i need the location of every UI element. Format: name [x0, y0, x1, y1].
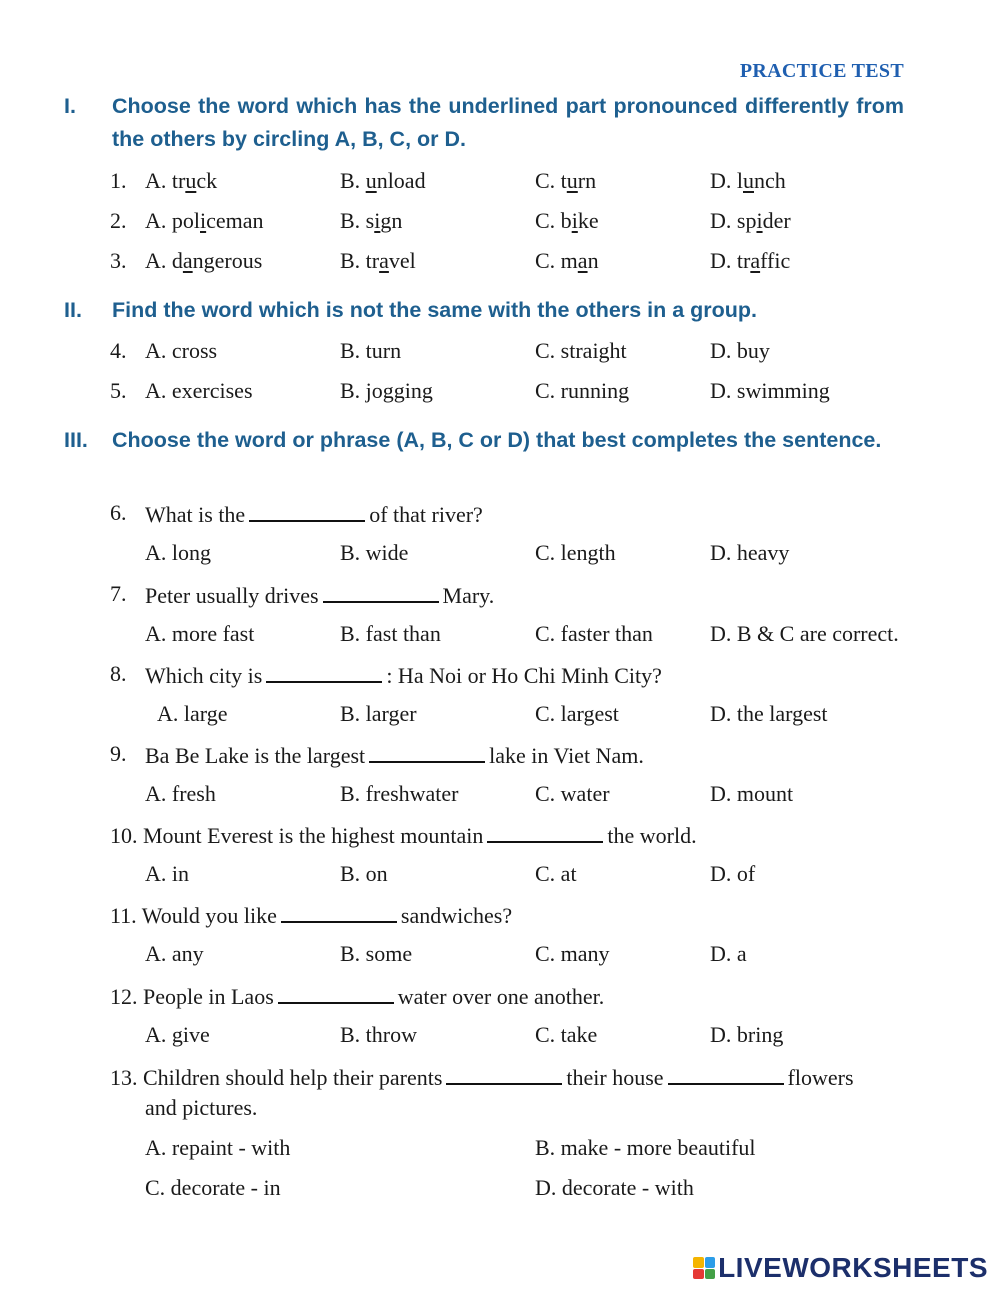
options-row	[0, 859, 1000, 889]
underlined-part: a	[750, 248, 761, 273]
logo-mark-icon	[693, 1257, 715, 1279]
question-row	[0, 246, 1000, 276]
underlined-part: i	[571, 208, 578, 233]
word-part: ck	[196, 168, 218, 193]
option-b[interactable]	[340, 246, 416, 276]
section-3-instruction	[64, 424, 904, 457]
option-d[interactable]: D. heavy	[710, 540, 790, 565]
option-c[interactable]: C. at	[535, 861, 577, 886]
option-c[interactable]: C. take	[535, 1022, 598, 1047]
option-d[interactable]: D. bring	[710, 1022, 784, 1047]
option-d[interactable]	[710, 246, 790, 276]
option-c[interactable]: C. many	[535, 941, 610, 966]
option-d[interactable]: D. decorate - with	[535, 1175, 694, 1200]
word-part: D. sp	[710, 208, 757, 233]
question-text-end: flowers	[787, 1065, 854, 1090]
word-part: B.	[340, 168, 366, 193]
underlined-part: i	[200, 208, 207, 233]
question-row	[0, 166, 1000, 196]
question-12	[0, 980, 1000, 1010]
word-part: B. tr	[340, 248, 380, 273]
section-1-instruction	[64, 90, 904, 156]
word-part: A. d	[145, 248, 183, 273]
question-text	[145, 498, 483, 530]
logo-square	[693, 1257, 704, 1268]
option-c[interactable]	[535, 206, 599, 236]
option-a[interactable]	[145, 206, 264, 236]
question-11	[0, 899, 1000, 929]
question-text-start: Peter usually drives	[145, 583, 319, 608]
options-row	[0, 1020, 1000, 1050]
option-d[interactable]	[710, 166, 786, 196]
question-number-and-text	[110, 1061, 854, 1093]
question-row	[0, 336, 1000, 366]
question-text-start: What is the	[145, 502, 246, 527]
section-number: II.	[64, 298, 82, 322]
question-number: 6.	[110, 500, 127, 525]
section-text: Find the word which is not the same with the others in a group.	[112, 298, 758, 322]
question-number: 13.	[110, 1065, 138, 1090]
options-row	[0, 939, 1000, 969]
option-d[interactable]	[710, 206, 791, 236]
underlined-part: a	[379, 248, 389, 273]
underlined-part: a	[182, 248, 193, 273]
option-a[interactable]: A. exercises	[145, 378, 253, 403]
word-part: A. pol	[145, 208, 200, 233]
question-text-end: lake in Viet Nam.	[489, 743, 644, 768]
word-part: C. b	[535, 208, 572, 233]
word-part: vel	[388, 248, 416, 273]
word-part: D. l	[710, 168, 743, 193]
word-part: nload	[376, 168, 426, 193]
question-text-start: Children should help their parents	[143, 1065, 443, 1090]
word-part: rn	[577, 168, 597, 193]
answer-blank[interactable]	[281, 899, 397, 923]
option-c[interactable]	[535, 246, 599, 276]
option-a[interactable]	[145, 246, 262, 276]
word-part: A. tr	[145, 168, 186, 193]
question-text-end: of that river?	[369, 502, 483, 527]
option-a[interactable]: A. fresh	[145, 781, 216, 806]
option-a[interactable]: A. long	[145, 540, 211, 565]
option-c[interactable]: C. faster than	[535, 621, 653, 646]
question-text-end: the world.	[607, 823, 697, 848]
underlined-part: u	[566, 168, 578, 193]
options-row	[0, 619, 1000, 649]
question-text-end: : Ha Noi or Ho Chi Minh City?	[386, 663, 662, 688]
option-d[interactable]: D. mount	[710, 781, 794, 806]
question-number: 2.	[110, 208, 127, 233]
question-text-end: Mary.	[442, 583, 495, 608]
option-a[interactable]: A. more fast	[145, 621, 255, 646]
option-b[interactable]: B. freshwater	[340, 781, 459, 806]
option-a[interactable]: A. any	[145, 941, 204, 966]
option-a[interactable]: A. in	[145, 861, 189, 886]
option-a[interactable]: A. cross	[145, 338, 218, 363]
question-9	[0, 739, 1000, 769]
question-number: 7.	[110, 581, 127, 606]
option-c[interactable]: C. running	[535, 378, 630, 403]
option-b[interactable]: B. throw	[340, 1022, 417, 1047]
question-text-end: sandwiches?	[400, 903, 513, 928]
underlined-part: u	[743, 168, 754, 193]
question-13-continued	[0, 1093, 1000, 1123]
underlined-part: i	[374, 208, 381, 233]
practice-test-header: PRACTICE TEST	[739, 60, 904, 82]
answer-blank[interactable]	[278, 980, 394, 1004]
option-a[interactable]	[145, 166, 217, 196]
answer-blank[interactable]	[369, 739, 485, 763]
word-part: ngerous	[192, 248, 263, 273]
word-part: gn	[380, 208, 403, 233]
option-b[interactable]	[340, 166, 426, 196]
option-c[interactable]: C. length	[535, 540, 616, 565]
question-7	[0, 579, 1000, 609]
logo-text: LIVEWORKSHEETS	[718, 1252, 988, 1283]
question-number: 12.	[110, 984, 138, 1009]
answer-blank[interactable]	[323, 579, 439, 603]
question-text	[145, 659, 662, 691]
section-text: Choose the word which has the underlined part pronounced differently from the others by circling A, B, C, or D.	[112, 94, 904, 151]
question-text-start: Would you like	[141, 903, 277, 928]
answer-blank[interactable]	[266, 659, 382, 683]
section-text: Choose the word or phrase (A, B, C or D) that best completes the sentence.	[112, 428, 882, 452]
question-row	[0, 376, 1000, 406]
option-b[interactable]: B. larger	[340, 701, 417, 726]
word-part: ke	[577, 208, 599, 233]
option-c[interactable]: C. decorate - in	[145, 1175, 281, 1200]
logo-square	[705, 1269, 716, 1280]
section-number: I.	[64, 94, 76, 118]
question-text-end: water over one another.	[397, 984, 605, 1009]
question-number: 11.	[110, 903, 137, 928]
question-text-start: Ba Be Lake is the largest	[145, 743, 366, 768]
answer-blank-2[interactable]	[668, 1061, 784, 1085]
question-row	[0, 206, 1000, 236]
option-c[interactable]: C. largest	[535, 701, 619, 726]
question-number-and-text	[110, 819, 697, 851]
liveworksheets-logo	[693, 1252, 988, 1284]
option-d[interactable]: D. buy	[710, 338, 770, 363]
option-b[interactable]: B. make - more beautiful	[535, 1135, 756, 1160]
word-part: ceman	[206, 208, 264, 233]
options-row	[0, 1173, 1000, 1203]
options-row	[0, 538, 1000, 568]
option-c[interactable]	[535, 166, 596, 196]
options-row	[0, 1133, 1000, 1163]
question-text-continued: and pictures.	[145, 1095, 258, 1120]
question-text-start: Which city is	[145, 663, 263, 688]
question-text	[145, 739, 644, 771]
word-part: C. t	[535, 168, 567, 193]
option-d[interactable]: D. a	[710, 941, 747, 966]
word-part: ffic	[760, 248, 791, 273]
question-number: 1.	[110, 168, 127, 193]
question-number: 5.	[110, 378, 127, 403]
question-number: 4.	[110, 338, 127, 363]
question-text	[145, 579, 494, 611]
option-b[interactable]: B. jogging	[340, 378, 433, 403]
section-2-instruction	[64, 294, 904, 327]
options-row	[0, 699, 1000, 729]
question-number: 3.	[110, 248, 127, 273]
option-b[interactable]: B. turn	[340, 338, 402, 363]
question-number: 10.	[110, 823, 138, 848]
option-d[interactable]: D. swimming	[710, 378, 830, 403]
underlined-part: i	[756, 208, 763, 233]
section-number: III.	[64, 428, 88, 452]
option-d[interactable]: D. of	[710, 861, 756, 886]
underlined-part: u	[185, 168, 197, 193]
option-a[interactable]: A. repaint - with	[145, 1135, 291, 1160]
word-part: nch	[754, 168, 786, 193]
option-c[interactable]: C. water	[535, 781, 610, 806]
logo-square	[693, 1269, 704, 1280]
option-b[interactable]: B. wide	[340, 540, 409, 565]
underlined-part: u	[365, 168, 377, 193]
question-13	[0, 1061, 1000, 1091]
option-b[interactable]: B. on	[340, 861, 388, 886]
question-10	[0, 819, 1000, 849]
option-b[interactable]: B. fast than	[340, 621, 441, 646]
option-d[interactable]: D. B & C are correct.	[710, 621, 899, 646]
question-text-start: People in Laos	[143, 984, 274, 1009]
question-number-and-text	[110, 980, 604, 1012]
option-a[interactable]: A. give	[145, 1022, 210, 1047]
answer-blank[interactable]	[249, 498, 365, 522]
option-c[interactable]: C. straight	[535, 338, 627, 363]
underlined-part: a	[577, 248, 588, 273]
question-number-and-text	[110, 899, 512, 931]
logo-square	[705, 1257, 716, 1268]
answer-blank[interactable]	[487, 819, 603, 843]
word-part: der	[762, 208, 791, 233]
word-part: B. s	[340, 208, 375, 233]
option-b[interactable]: B. some	[340, 941, 413, 966]
question-text-start: Mount Everest is the highest mountain	[143, 823, 484, 848]
question-number: 8.	[110, 661, 127, 686]
word-part: C. m	[535, 248, 578, 273]
question-number: 9.	[110, 741, 127, 766]
question-6	[0, 498, 1000, 528]
option-d[interactable]: D. the largest	[710, 701, 828, 726]
question-8	[0, 659, 1000, 689]
answer-blank-1[interactable]	[446, 1061, 562, 1085]
question-text-middle: their house	[566, 1065, 664, 1090]
options-row	[0, 779, 1000, 809]
option-a[interactable]: A. large	[157, 701, 228, 726]
word-part: n	[587, 248, 599, 273]
option-b[interactable]	[340, 206, 402, 236]
word-part: D. tr	[710, 248, 751, 273]
